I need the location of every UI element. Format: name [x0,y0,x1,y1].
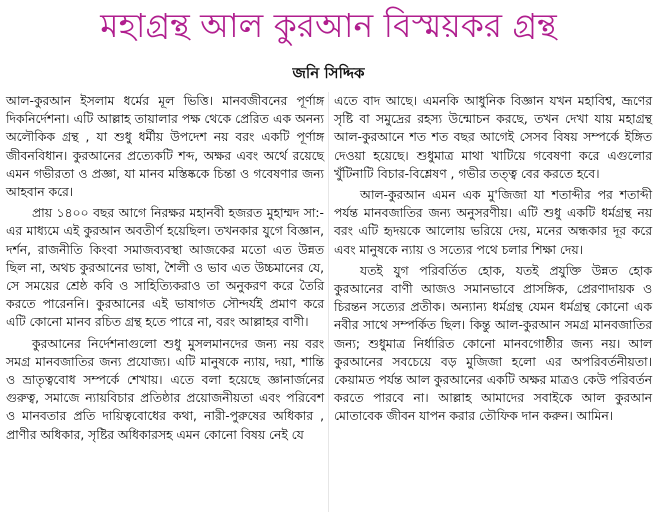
article-byline: জনি সিদ্দিক [292,64,365,82]
paragraph-3: কুরআনের নির্দেশনাগুলো শুধু মুসলমানদের জন্য নয় বরং সমগ্র মানবজাতির জন্য প্রযোজ্য। এটি মানুষকে ন্যায়, দয়া, শান্তি ও ভ্রাতৃত্ববোধ সম্পর্কে শেখায়। এতে বলা হয়েছে জ্ঞানার্জনের গুরুত্ব, সমাজে ন্যায়বিচার প্রতিষ্ঠার প্রয়োজনীয়তা এবং পরিবেশ ও মানবতার প্রতি দায়িত্ববোধের কথা, নারী-পুরুষের অধিকার , প্রাণীর অধিকার, সৃষ্টির অধিকারসহ এমন কোনো বিষয় নেই যে [6,336,324,442]
right-column [334,92,652,426]
paragraph-4: এতে বাদ আছে। এমনকি আধুনিক বিজ্ঞান যখন মহাবিশ্ব, ভ্রূণের সৃষ্টি বা সমুদ্রের রহস্য উন্মোচন করছে, তখন দেখা যায় মহাগ্রন্থ আল-কুরআনে শত শত বছর আগেই সেসব বিষয় সম্পর্কে ইঙ্গিত দেওয়া হয়েছে। শুধুমাত্র মাথা খাটিয়ে গবেষণা করে এগুলোর খুঁটিনাটি বিচার-বিশ্লেষণ , গভীর তত্ত্ব বের করতে হবে। [334,94,652,181]
article-headline: মহাগ্রন্থ আল কুরআন বিস্ময়কর গ্রন্থ [100,6,557,45]
paragraph-5: আল-কুরআন এমন এক মু'জিজা যা শতাব্দীর পর শতাব্দী পর্যন্ত মানবজাতির জন্য অনুসরণীয়। এটি শুধু একটি ধর্মগ্রন্থ নয় বরং এটি হৃদয়কে আলোয় ভরিয়ে দেয়, মনের অন্ধকার দূর করে এবং মানুষকে ন্যায় ও সত্যের পথে চলার শিক্ষা দেয়। [334,188,652,257]
paragraph-1: আল-কুরআন ইসলাম ধর্মের মূল ভিত্তি। মানবজীবনের পূর্ণাঙ্গ দিকনির্দেশনা। এটি আল্লাহ তায়ালার পক্ষ থেকে প্রেরিত এক অনন্য অলৌকিক গ্রন্থ , যা শুধু ধর্মীয় উপদেশ নয় বরং একটি পূর্ণাঙ্গ জীবনবিধান। কুরআনের প্রত্যেকটি শব্দ, অক্ষর এবং অর্থে রয়েছে এমন গভীরতা ও প্রজ্ঞা, যা মানব মস্তিষ্ককে চিন্তা ও গবেষণার জন্য আহবান করে। [6,94,324,200]
left-column [6,92,324,444]
paragraph-6: যতই যুগ পরিবর্তিত হোক, যতই প্রযুক্তি উন্নত হোক কুরআনের বাণী আজও সমানভাবে প্রাসঙ্গিক, প্রেরণাদায়ক ও চিরন্তন সত্যের প্রতীক। অন্যান্য ধর্মগ্রন্থ যেমন ধর্মগ্রন্থ কোনো এক নবীর সাথে সম্পর্কিত ছিল। কিন্তু আল-কুরআন সমগ্র মানবজাতির জন্য; শুধুমাত্র নির্ধারিত কোনো মানবগোষ্ঠীর জন্য নয়। আল কুরআনের সবচেয়ে বড় মুজিজা হলো এর অপরিবর্তনীয়তা। কেয়ামত পর্যন্ত আল কুরআনের একটি অক্ষর মাত্রও কেউ পরিবর্তন করতে পারবে না। আল্লাহ আমাদের সবাইকে আল কুরআন মোতাবেক জীবন যাপন করার তৌফিক দান করুন। আমিন। [334,263,652,424]
column-divider [328,92,329,512]
paragraph-2: প্রায় ১৪০০ বছর আগে নিরক্ষর মহানবী হজরত মুহাম্মদ সা:-এর মাধ্যমে এই কুরআন অবতীর্ণ হয়েছিল। তখনকার যুগে বিজ্ঞান, দর্শন, রাজনীতি কিংবা সমাজব্যবস্থা আজকের মতো এত উন্নত ছিল না, অথচ কুরআনের ভাষা, শৈলী ও ভাব এত উচ্চমানের যে, সে সময়ের শ্রেষ্ঠ কবি ও সাহিত্যিকরাও তা অনুকরণ করে তৈরি করতে পারেননি। কুরআনের এই ভাষাগত সৌন্দর্যই প্রমাণ করে এটি কোনো মানব রচিত গ্রন্থ হতে পারে না, বরং আল্লাহর বাণী। [6,206,324,330]
